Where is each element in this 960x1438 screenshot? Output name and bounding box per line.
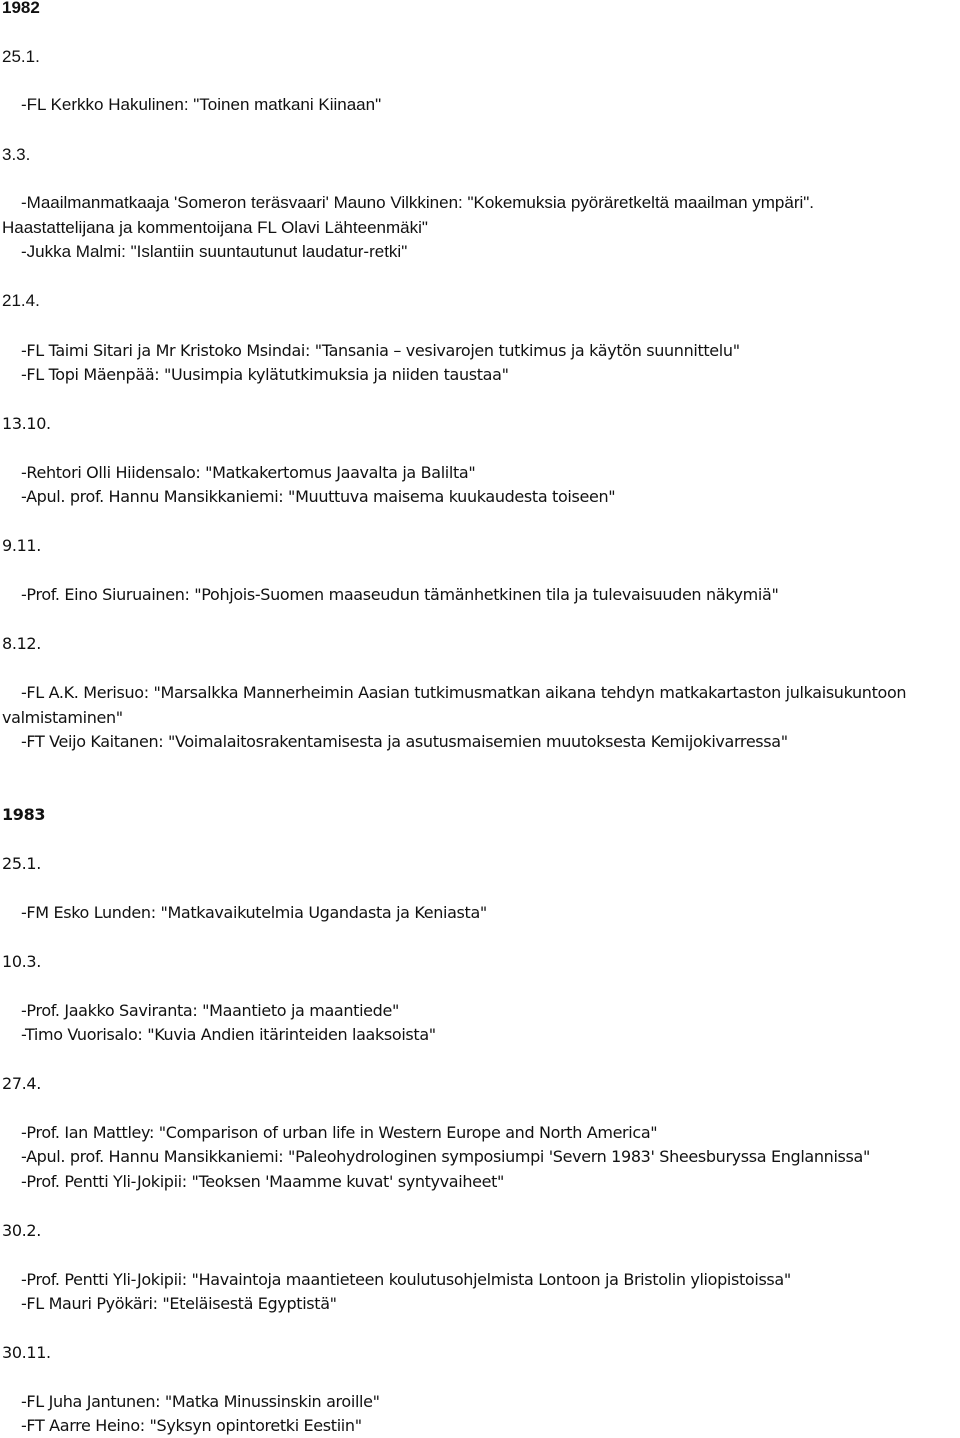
event-entry: -Timo Vuorisalo: "Kuvia Andien itärinteiden laaksoista" (21, 1025, 436, 1044)
event-entry: -Maailmanmatkaaja 'Someron teräsvaari' Mauno Vilkkinen: "Kokemuksia pyöräretkeltä maailman ympäri". (21, 193, 815, 212)
year-heading-1982: 1982 (2, 0, 40, 17)
event-date: 30.2. (2, 1221, 41, 1240)
event-entry: Haastattelijana ja kommentoijana FL Olavi Lähteenmäki" (2, 218, 428, 237)
event-entry: -Prof. Jaakko Saviranta: "Maantieto ja maantiede" (21, 1001, 399, 1020)
event-entry: -FM Esko Lunden: "Matkavaikutelmia Ugandasta ja Keniasta" (21, 903, 487, 922)
event-entry: -FT Aarre Heino: "Syksyn opintoretki Eestiin" (21, 1416, 362, 1435)
event-date: 3.3. (2, 145, 31, 164)
event-date: 25.1. (2, 854, 41, 873)
event-entry: -Jukka Malmi: "Islantiin suuntautunut laudatur-retki" (21, 242, 408, 261)
event-entry: -FL A.K. Merisuo: "Marsalkka Mannerheimin Aasian tutkimusmatkan aikana tehdyn matkakartaston julkaisukuntoon (21, 683, 907, 702)
event-entry: -Rehtori Olli Hiidensalo: "Matkakertomus Jaavalta ja Balilta" (21, 463, 476, 482)
event-entry: -Prof. Pentti Yli-Jokipii: "Havaintoja maantieteen koulutusohjelmista Lontoon ja Bristolin yliopistoissa" (21, 1270, 791, 1289)
year-heading-1983: 1983 (2, 805, 46, 824)
event-entry: -Prof. Ian Mattley: "Comparison of urban life in Western Europe and North America" (21, 1123, 658, 1142)
event-entry: -Apul. prof. Hannu Mansikkaniemi: "Muuttuva maisema kuukaudesta toiseen" (21, 487, 616, 506)
event-entry: valmistaminen" (2, 708, 123, 727)
event-entry: -Prof. Pentti Yli-Jokipii: "Teoksen 'Maamme kuvat' syntyvaiheet" (21, 1172, 505, 1191)
event-entry: -Prof. Eino Siuruainen: "Pohjois-Suomen maaseudun tämänhetkinen tila ja tulevaisuuden näkymiä" (21, 585, 779, 604)
event-entry: -FL Kerkko Hakulinen: "Toinen matkani Kiinaan" (21, 95, 382, 114)
event-date: 27.4. (2, 1074, 41, 1093)
event-entry: -FL Juha Jantunen: "Matka Minussinskin aroille" (21, 1392, 380, 1411)
event-date: 21.4. (2, 291, 40, 310)
event-date: 13.10. (2, 414, 51, 433)
event-date: 9.11. (2, 536, 41, 555)
event-date: 10.3. (2, 952, 41, 971)
event-date: 25.1. (2, 47, 40, 66)
event-date: 30.11. (2, 1343, 51, 1362)
event-entry: -FL Mauri Pyökäri: "Eteläisestä Egyptistä" (21, 1294, 337, 1313)
event-date: 8.12. (2, 634, 41, 653)
event-entry: -FT Veijo Kaitanen: "Voimalaitosrakentamisesta ja asutusmaisemien muutoksesta Kemijokivarressa" (21, 732, 788, 751)
event-entry: -FL Topi Mäenpää: "Uusimpia kylätutkimuksia ja niiden taustaa" (21, 365, 509, 384)
event-entry: -FL Taimi Sitari ja Mr Kristoko Msindai: "Tansania – vesivarojen tutkimus ja käytön suunnittelu" (21, 341, 740, 360)
event-entry: -Apul. prof. Hannu Mansikkaniemi: "Paleohydrologinen symposiumpi 'Severn 1983' Sheesburyssa Englannissa" (21, 1147, 870, 1166)
